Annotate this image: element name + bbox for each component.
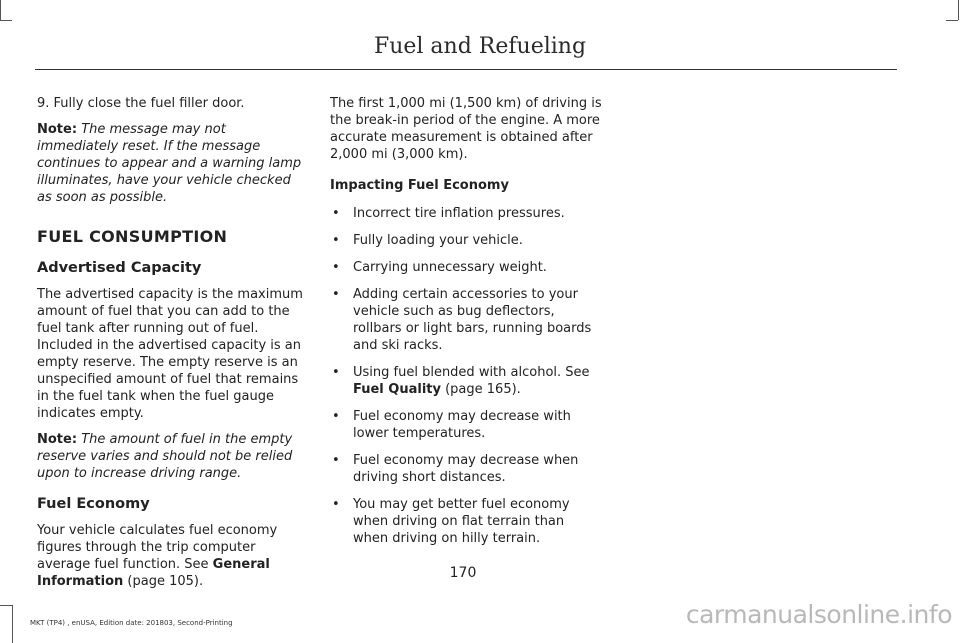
bullet-icon: • bbox=[332, 206, 340, 221]
note-text: The message may not immediately reset. If the message continues to appear and a warning lamp illuminates, have your vehicle checked as soon as possible. bbox=[37, 122, 302, 205]
bullet-icon: • bbox=[332, 453, 340, 468]
step-9: 9. Fully close the fuel filler door. bbox=[37, 96, 245, 111]
list-item-text: Carrying unnecessary weight. bbox=[353, 260, 547, 275]
crop-mark bbox=[12, 605, 13, 643]
list-item bbox=[330, 286, 602, 354]
impact-list bbox=[330, 205, 602, 547]
bullet-icon: • bbox=[332, 409, 340, 424]
list-item-text: You may get better fuel economy when driving on flat terrain than when driving on hilly terrain. bbox=[353, 497, 570, 546]
list-item bbox=[330, 364, 602, 398]
advertised-capacity-text: The advertised capacity is the maximum amount of fuel that you can add to the fuel tank after running out of fuel. Included in the advertised capacity is an empty reserve. The empty reserve is an unspecified amount of fuel that remains in the fuel tank when the fuel gauge indicates empty. bbox=[37, 287, 303, 421]
crop-mark bbox=[946, 20, 958, 21]
note-label: Note: bbox=[37, 432, 78, 447]
list-item-text: Incorrect tire inflation pressures. bbox=[353, 206, 565, 221]
list-item bbox=[330, 452, 602, 486]
list-item-text: Fuel economy may decrease when driving short distances. bbox=[353, 453, 579, 485]
note-text: The amount of fuel in the empty reserve varies and should not be relied upon to increase driving range. bbox=[37, 432, 293, 481]
fuel-economy-text-pre: Your vehicle calculates fuel economy figures through the trip computer average fuel function. See bbox=[37, 523, 278, 572]
bullet-icon: • bbox=[332, 287, 340, 302]
page-number: 170 bbox=[449, 565, 477, 581]
list-item-text: Using fuel blended with alcohol. See bbox=[353, 365, 590, 380]
watermark-logo: carmanualsonline.info bbox=[685, 600, 952, 629]
crop-mark bbox=[0, 20, 12, 21]
right-column bbox=[330, 95, 602, 557]
fuel-economy-text-post: (page 105). bbox=[127, 574, 204, 589]
list-item bbox=[330, 232, 602, 249]
crop-mark bbox=[958, 0, 959, 20]
note-label: Note: bbox=[37, 122, 78, 137]
footer-edition: MKT (TP4) , enUSA, Edition date: 201803, Second-Printing bbox=[30, 619, 233, 627]
fuel-quality-link[interactable]: Fuel Quality bbox=[353, 382, 441, 397]
left-column bbox=[37, 95, 303, 590]
bullet-icon: • bbox=[332, 365, 340, 380]
list-item-text: Adding certain accessories to your vehicle such as bug deflectors, rollbars or light bars, running boards and ski racks. bbox=[353, 287, 592, 353]
crop-mark bbox=[0, 0, 1, 20]
list-item bbox=[330, 408, 602, 442]
impacting-fuel-economy-heading: Impacting Fuel Economy bbox=[330, 178, 509, 193]
crop-mark bbox=[0, 605, 12, 606]
list-item bbox=[330, 259, 602, 276]
list-item-text: Fully loading your vehicle. bbox=[353, 233, 523, 248]
note-paragraph bbox=[37, 431, 303, 482]
list-item bbox=[330, 205, 602, 222]
header-rule bbox=[35, 69, 897, 70]
bullet-icon: • bbox=[332, 260, 340, 275]
page-title: Fuel and Refueling bbox=[373, 34, 587, 59]
bullet-icon: • bbox=[332, 233, 340, 248]
note-paragraph bbox=[37, 121, 303, 206]
general-information-link[interactable]: General Information bbox=[37, 557, 270, 589]
list-item-text: (page 165). bbox=[445, 382, 521, 397]
list-item bbox=[330, 496, 602, 547]
list-item-text: Fuel economy may decrease with lower temperatures. bbox=[353, 409, 571, 441]
bullet-icon: • bbox=[332, 497, 340, 512]
fuel-economy-heading: Fuel Economy bbox=[37, 496, 150, 512]
section-heading: FUEL CONSUMPTION bbox=[37, 227, 228, 246]
break-in-text: The first 1,000 mi (1,500 km) of driving is the break-in period of the engine. A more accurate measurement is obtained after 2,000 mi (3,000 km). bbox=[330, 96, 602, 162]
advertised-capacity-heading: Advertised Capacity bbox=[37, 260, 202, 276]
